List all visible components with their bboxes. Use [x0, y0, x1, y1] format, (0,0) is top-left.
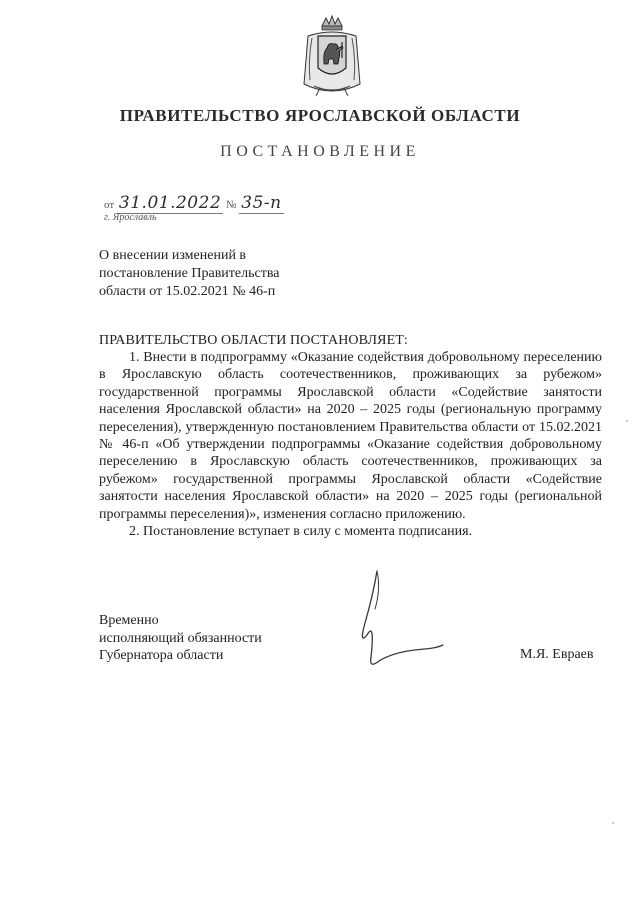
signer-title-line: Временно: [99, 613, 159, 628]
signer-title-line: исполняющий обязанности: [99, 630, 262, 646]
date-prefix: от: [104, 199, 115, 211]
scan-artifact: [626, 420, 628, 422]
registration-line: [104, 193, 284, 213]
government-title: ПРАВИТЕЛЬСТВО ЯРОСЛАВСКОЙ ОБЛАСТИ: [119, 106, 521, 125]
decree-body: [99, 349, 602, 540]
subject-line: области от 15.02.2021 № 46-п: [99, 284, 276, 299]
signer-name: М.Я. Евраев: [520, 647, 594, 662]
decree-paragraph: 2. Постановление вступает в силу с момента подписания.: [129, 524, 473, 540]
number-sign: №: [226, 199, 237, 211]
document-number: 35-п: [241, 193, 282, 213]
decree-heading: ПРАВИТЕЛЬСТВО ОБЛАСТИ ПОСТАНОВЛЯЕТ:: [99, 333, 408, 348]
signer-title-line: Губернатора области: [99, 648, 224, 663]
document-type: ПОСТАНОВЛЕНИЕ: [220, 143, 420, 160]
city: г. Ярославль: [104, 212, 157, 223]
signer-title: [99, 612, 262, 665]
handwritten-signature: [315, 565, 455, 680]
coat-of-arms-bear-icon: [296, 14, 368, 100]
decree-paragraph: 1. Внести в подпрограмму «Оказание содействия добровольному переселению в Ярославскую область соотечественников, проживающих за рубежом» государственной программы Ярославской области «Содействие занятости населения Ярославской области» на 2020 – 2025 годы (региональную программу переселения), утвержденную постановлением Правительства области от 15.02.2021 № 46-п «Об утверждении подпрограммы «Оказание содействия добровольному переселению в Ярославскую область соотечественников, проживающих за рубежом» государственной программы Ярославской области «Содействие занятости населения Ярославской области» на 2020 – 2025 годы (региональной программы переселения)», изменения согласно приложению.: [99, 350, 602, 522]
subject-line: О внесении изменений в: [99, 248, 247, 263]
document-subject: [99, 247, 359, 301]
document-date: 31.01.2022: [118, 193, 222, 213]
subject-line: постановление Правительства: [99, 266, 280, 281]
scan-artifact: [612, 822, 614, 824]
